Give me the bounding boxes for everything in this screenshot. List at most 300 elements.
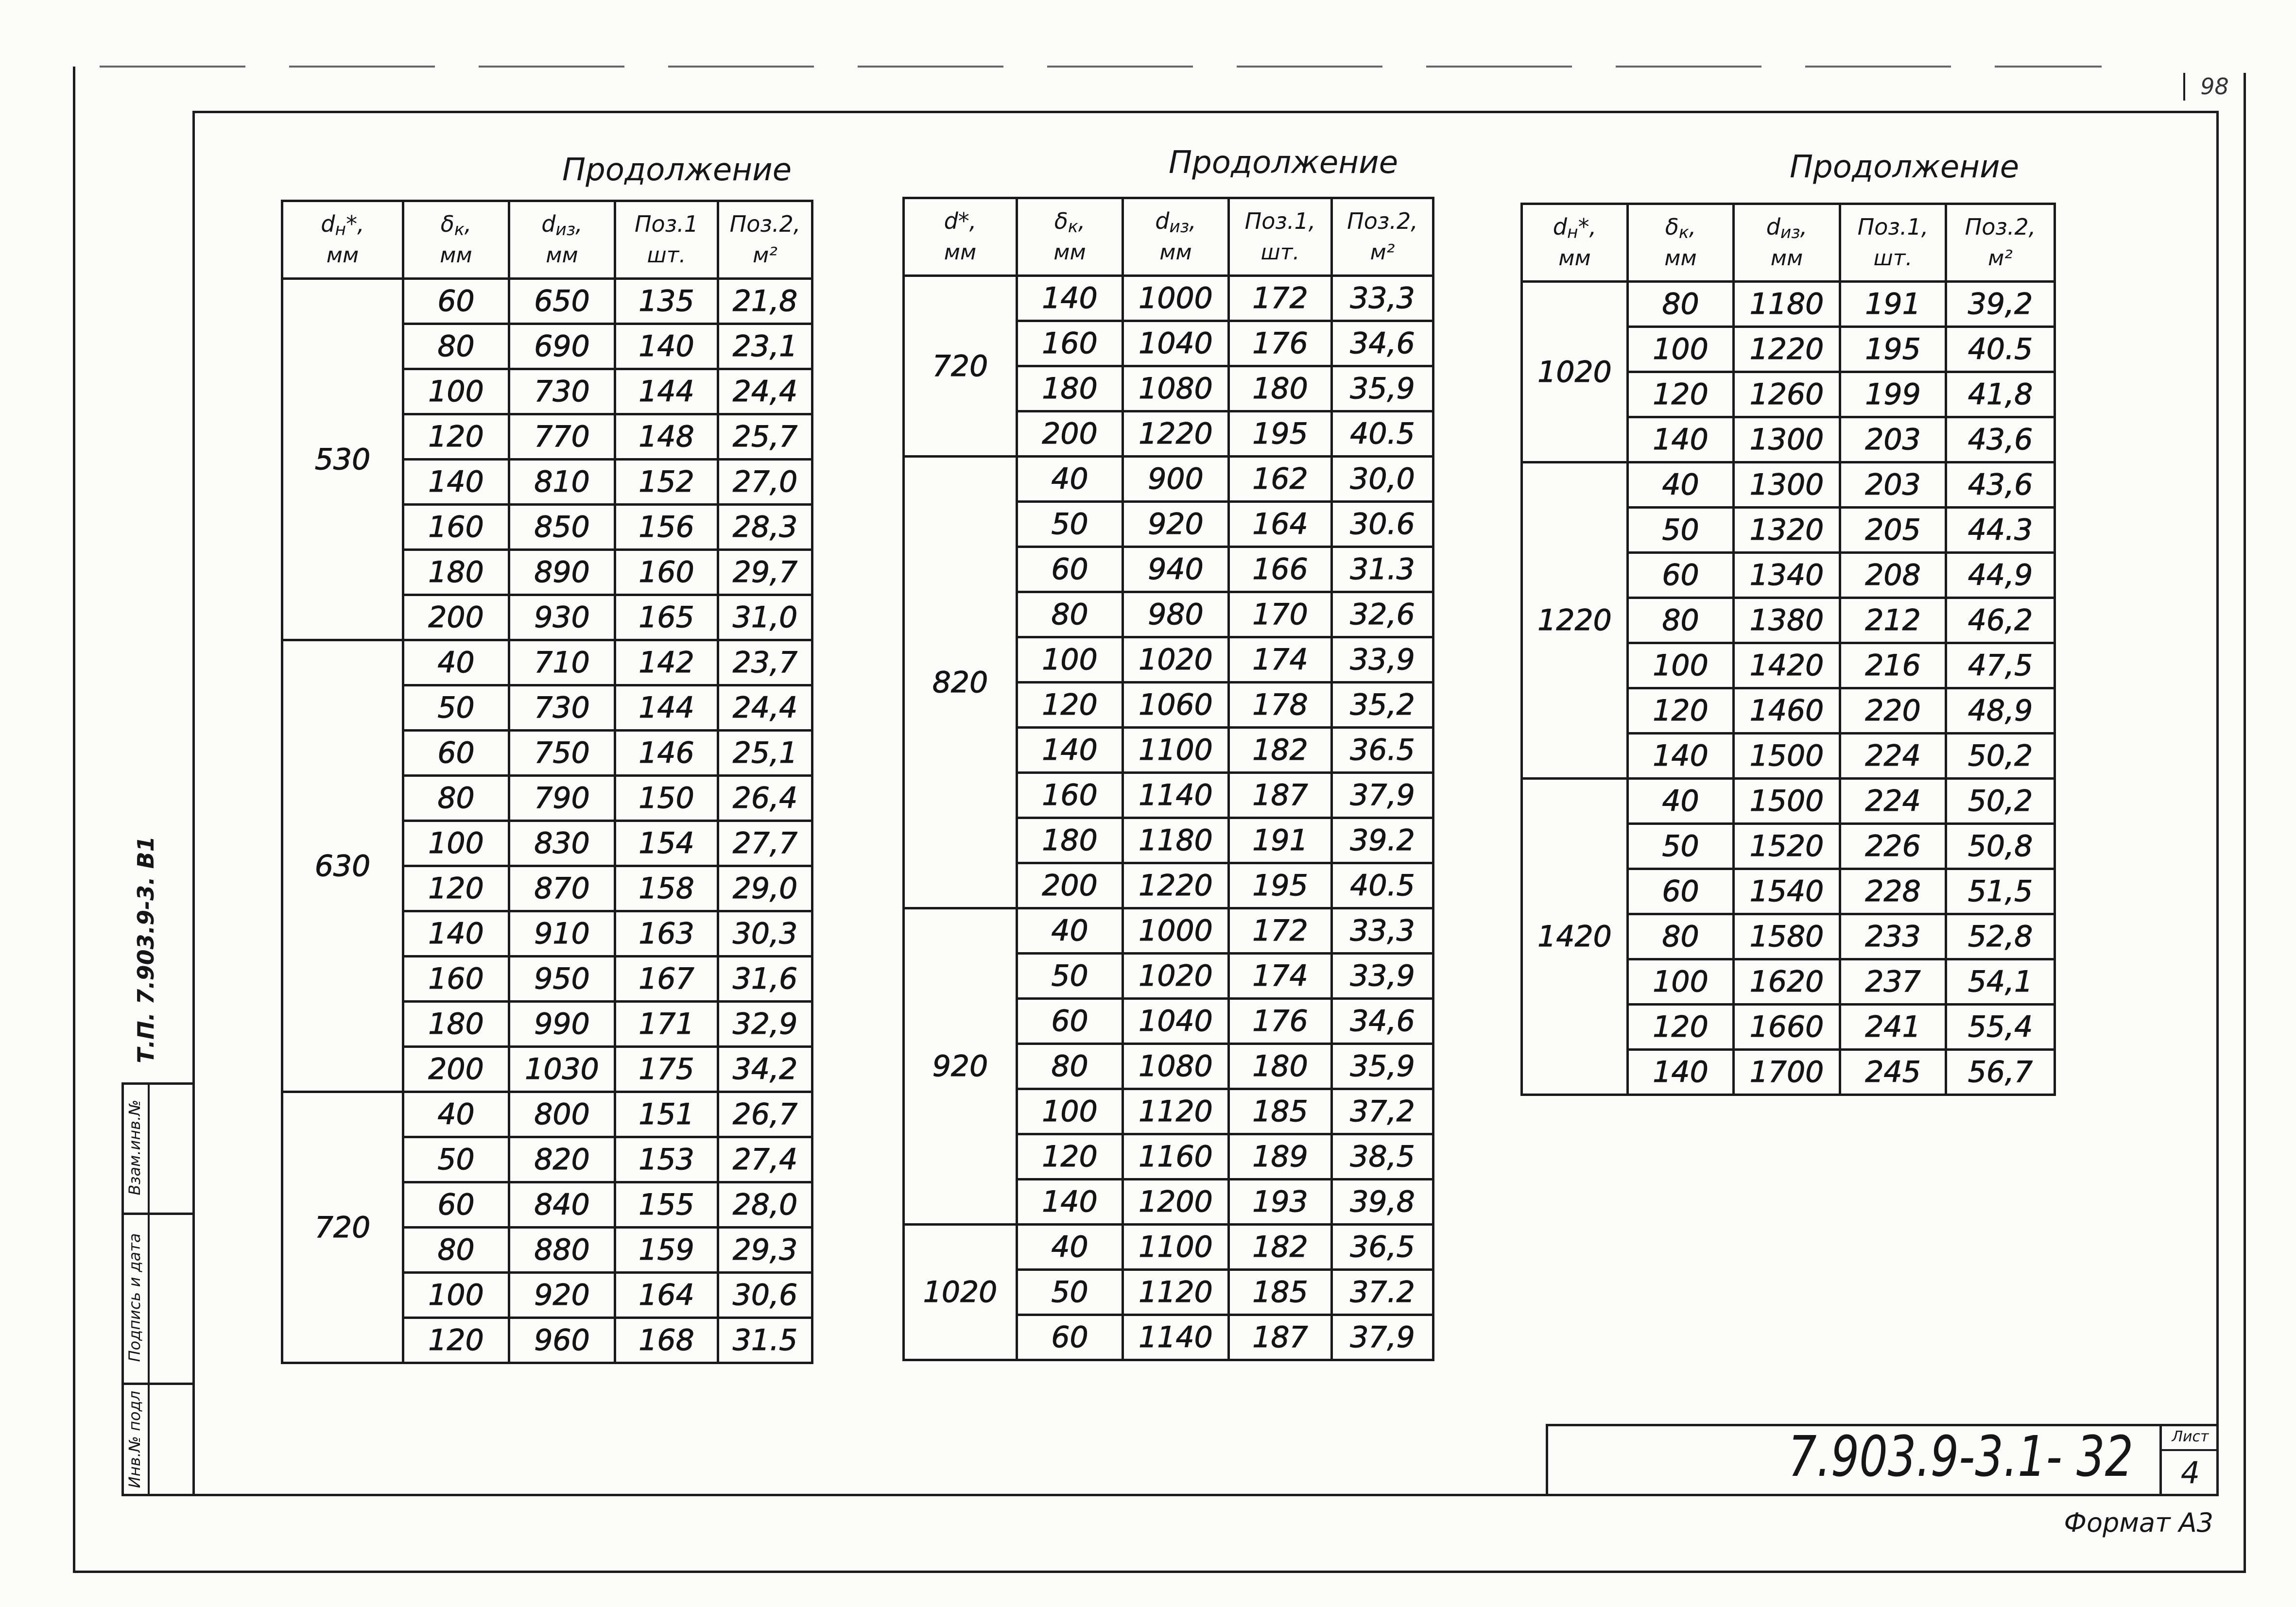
- header-row: [904, 198, 1433, 276]
- wall-thickness-cell: 50: [1017, 954, 1123, 999]
- insulation-diameter-cell: 940: [1123, 547, 1229, 592]
- pos2-area-cell: 29,7: [718, 550, 812, 595]
- header-symbol: Поз.1,: [1857, 213, 1929, 240]
- pos2-area-cell: 26,4: [718, 776, 812, 821]
- page-number-tick: [2183, 73, 2185, 101]
- insulation-diameter-cell: 870: [509, 866, 615, 911]
- insulation-diameter-cell: 1220: [1123, 863, 1229, 908]
- table-row: [282, 279, 812, 324]
- insulation-diameter-cell: 930: [509, 595, 615, 640]
- insulation-diameter-cell: 1040: [1123, 999, 1229, 1044]
- outer-frame-top-line: [100, 66, 2102, 68]
- table-2-caption: Продолжение: [1169, 145, 1398, 181]
- pos2-area-cell: 37,2: [1332, 1089, 1433, 1134]
- pos1-quantity-cell: 189: [1229, 1134, 1332, 1180]
- insulation-diameter-cell: 960: [509, 1318, 615, 1363]
- pos1-quantity-cell: 195: [1229, 863, 1332, 908]
- table-header: [1522, 204, 2055, 282]
- header-subscript: к: [454, 220, 465, 239]
- pos1-quantity-cell: 156: [615, 505, 718, 550]
- header-unit: шт.: [1260, 240, 1300, 265]
- pos1-quantity-cell: 163: [615, 911, 718, 957]
- header-symbol-line: [616, 211, 717, 243]
- header-symbol: d: [944, 207, 958, 234]
- wall-thickness-cell: 200: [1017, 863, 1123, 908]
- wall-thickness-cell: 60: [403, 731, 509, 776]
- wall-thickness-cell: 100: [1628, 327, 1734, 372]
- pos2-area-cell: 23,7: [718, 640, 812, 685]
- outer-diameter-cell: 1020: [1522, 282, 1628, 462]
- pos2-area-cell: 35,2: [1332, 683, 1433, 728]
- header-suffix: *,: [346, 210, 364, 237]
- pos1-quantity-cell: 212: [1840, 598, 1946, 643]
- pos2-area-cell: 21,8: [718, 279, 812, 324]
- outer-diameter-cell: 1220: [1522, 462, 1628, 779]
- wall-thickness-cell: 40: [403, 1092, 509, 1137]
- pos2-area-cell: 26,7: [718, 1092, 812, 1137]
- pos2-area-cell: 37,9: [1332, 773, 1433, 818]
- header-unit: мм: [944, 240, 977, 265]
- insulation-diameter-cell: 1300: [1734, 417, 1840, 462]
- pos1-quantity-cell: 208: [1840, 553, 1946, 598]
- pos2-area-cell: 40.5: [1332, 411, 1433, 457]
- sheet-box-divider: [2162, 1449, 2219, 1451]
- header-row: [282, 201, 812, 279]
- pos2-area-cell: 44.3: [1946, 508, 2055, 553]
- wall-thickness-cell: 140: [1628, 417, 1734, 462]
- insulation-diameter-cell: 840: [509, 1182, 615, 1228]
- pos1-quantity-cell: 162: [1229, 457, 1332, 502]
- wall-thickness-cell: 80: [1628, 282, 1734, 327]
- insulation-table-1: [281, 200, 813, 1364]
- original-inv-label: Инв.№ подл: [125, 1390, 144, 1488]
- pos1-quantity-cell: 144: [615, 369, 718, 414]
- header-suffix: ,: [1189, 207, 1196, 234]
- wall-thickness-cell: 120: [1017, 683, 1123, 728]
- wall-thickness-cell: 160: [1017, 321, 1123, 366]
- header-symbol: d: [541, 210, 556, 237]
- header-suffix: *,: [958, 207, 977, 234]
- signature-date-label: Подпись и дата: [125, 1233, 144, 1362]
- wall-thickness-cell: 160: [403, 957, 509, 1002]
- insulation-diameter-cell: 1080: [1123, 366, 1229, 411]
- pos1-quantity-cell: 167: [615, 957, 718, 1002]
- wall-thickness-cell: 80: [1017, 592, 1123, 637]
- wall-thickness-cell: 60: [403, 279, 509, 324]
- wall-thickness-cell: 100: [1017, 1089, 1123, 1134]
- pos1-quantity-cell: 166: [1229, 547, 1332, 592]
- wall-thickness-cell: 100: [403, 369, 509, 414]
- pos2-area-cell: 27,4: [718, 1137, 812, 1182]
- outer-diameter-cell: 720: [282, 1092, 403, 1363]
- pos1-quantity-cell: 144: [615, 685, 718, 731]
- header-symbol: Поз.1,: [1244, 207, 1316, 234]
- table-row: [904, 908, 1433, 954]
- pos1-quantity-cell: 151: [615, 1092, 718, 1137]
- pos2-area-cell: 25,1: [718, 731, 812, 776]
- wall-thickness-cell: 120: [1628, 688, 1734, 734]
- insulation-diameter-cell: 900: [1123, 457, 1229, 502]
- insulation-diameter-cell: 1000: [1123, 276, 1229, 321]
- insulation-diameter-cell: 1300: [1734, 462, 1840, 508]
- insulation-diameter-cell: 1380: [1734, 598, 1840, 643]
- header-unit: мм: [1664, 246, 1697, 271]
- wall-thickness-cell: 180: [403, 550, 509, 595]
- header-symbol: d: [321, 210, 335, 237]
- wall-thickness-cell: 180: [1017, 366, 1123, 411]
- insulation-diameter-cell: 1580: [1734, 914, 1840, 959]
- pos2-area-cell: 30.6: [1332, 502, 1433, 547]
- pos1-quantity-cell: 245: [1840, 1050, 1946, 1095]
- wall-thickness-cell: 40: [1017, 1225, 1123, 1270]
- pos1-quantity-cell: 153: [615, 1137, 718, 1182]
- pos1-quantity-cell: 160: [615, 550, 718, 595]
- pos1-quantity-cell: 237: [1840, 959, 1946, 1005]
- header-symbol-line: [510, 211, 614, 243]
- header-unit: мм: [1558, 246, 1591, 271]
- insulation-diameter-cell: 1520: [1734, 824, 1840, 869]
- wall-thickness-cell: 50: [1628, 824, 1734, 869]
- insulation-diameter-cell: 1160: [1123, 1134, 1229, 1180]
- table-3-caption: Продолжение: [1790, 149, 2020, 185]
- header-symbol: d: [1766, 213, 1780, 240]
- wall-thickness-cell: 60: [1017, 1315, 1123, 1360]
- header-symbol-line: [1018, 208, 1122, 240]
- header-suffix: ,: [1800, 213, 1808, 240]
- pos2-area-cell: 28,0: [718, 1182, 812, 1228]
- pos1-quantity-cell: 224: [1840, 779, 1946, 824]
- insulation-diameter-cell: 770: [509, 414, 615, 460]
- insulation-diameter-cell: 950: [509, 957, 615, 1002]
- wall-thickness-cell: 180: [1017, 818, 1123, 863]
- header-symbol-line: [1947, 214, 2054, 246]
- table-body: [904, 276, 1433, 1360]
- wall-thickness-cell: 160: [1017, 773, 1123, 818]
- header-wall-thickness: [1017, 198, 1123, 276]
- insulation-diameter-cell: 1180: [1734, 282, 1840, 327]
- pos1-quantity-cell: 220: [1840, 688, 1946, 734]
- wall-thickness-cell: 120: [1628, 372, 1734, 417]
- wall-thickness-cell: 120: [403, 866, 509, 911]
- outer-frame-left-line: [73, 67, 75, 1573]
- pos2-area-cell: 56,7: [1946, 1050, 2055, 1095]
- pos1-quantity-cell: 174: [1229, 954, 1332, 999]
- wall-thickness-cell: 50: [1017, 1270, 1123, 1315]
- insulation-diameter-cell: 1000: [1123, 908, 1229, 954]
- pos2-area-cell: 31,0: [718, 595, 812, 640]
- pos1-quantity-cell: 171: [615, 1002, 718, 1047]
- pos1-quantity-cell: 142: [615, 640, 718, 685]
- pos1-quantity-cell: 180: [1229, 366, 1332, 411]
- wall-thickness-cell: 200: [1017, 411, 1123, 457]
- pos1-quantity-cell: 135: [615, 279, 718, 324]
- header-unit: шт.: [1873, 246, 1913, 271]
- header-outer-diameter: [904, 198, 1017, 276]
- wall-thickness-cell: 80: [1628, 598, 1734, 643]
- header-pos2-area: [1946, 204, 2055, 282]
- pos1-quantity-cell: 216: [1840, 643, 1946, 688]
- table-header: [904, 198, 1433, 276]
- header-symbol-line: [905, 208, 1016, 240]
- pos2-area-cell: 43,6: [1946, 462, 2055, 508]
- pos2-area-cell: 39,8: [1332, 1180, 1433, 1225]
- insulation-diameter-cell: 1700: [1734, 1050, 1840, 1095]
- header-symbol-line: [283, 211, 402, 243]
- pos1-quantity-cell: 203: [1840, 462, 1946, 508]
- pos2-area-cell: 54,1: [1946, 959, 2055, 1005]
- pos1-quantity-cell: 228: [1840, 869, 1946, 914]
- pos2-area-cell: 33,3: [1332, 908, 1433, 954]
- pos1-quantity-cell: 159: [615, 1228, 718, 1273]
- wall-thickness-cell: 80: [403, 776, 509, 821]
- pos2-area-cell: 48,9: [1946, 688, 2055, 734]
- wall-thickness-cell: 60: [1017, 999, 1123, 1044]
- pos1-quantity-cell: 140: [615, 324, 718, 369]
- outer-frame-bottom-line: [73, 1571, 2246, 1573]
- header-subscript: н: [335, 220, 346, 239]
- insulation-diameter-cell: 1120: [1123, 1270, 1229, 1315]
- header-suffix: ,: [1078, 207, 1086, 234]
- wall-thickness-cell: 100: [403, 821, 509, 866]
- insulation-diameter-cell: 1020: [1123, 637, 1229, 683]
- header-suffix: ,: [575, 210, 583, 237]
- pos2-area-cell: 52,8: [1946, 914, 2055, 959]
- table-1-caption: Продолжение: [562, 152, 792, 188]
- pos1-quantity-cell: 164: [1229, 502, 1332, 547]
- wall-thickness-cell: 60: [1017, 547, 1123, 592]
- wall-thickness-cell: 80: [403, 324, 509, 369]
- insulation-diameter-cell: 730: [509, 685, 615, 731]
- pos1-quantity-cell: 155: [615, 1182, 718, 1228]
- insulation-diameter-cell: 920: [1123, 502, 1229, 547]
- pos2-area-cell: 39.2: [1332, 818, 1433, 863]
- pos1-quantity-cell: 178: [1229, 683, 1332, 728]
- header-symbol-line: [1333, 208, 1432, 240]
- header-symbol-line: [1841, 214, 1945, 246]
- header-symbol: δ: [1665, 213, 1679, 240]
- pos1-quantity-cell: 150: [615, 776, 718, 821]
- pos1-quantity-cell: 185: [1229, 1270, 1332, 1315]
- outer-diameter-cell: 1420: [1522, 779, 1628, 1095]
- header-pos1-quantity: [615, 201, 718, 279]
- insulation-diameter-cell: 1500: [1734, 734, 1840, 779]
- insulation-diameter-cell: 1030: [509, 1047, 615, 1092]
- pos2-area-cell: 28,3: [718, 505, 812, 550]
- header-unit: шт.: [647, 243, 686, 268]
- header-unit: мм: [1159, 240, 1192, 265]
- header-subscript: к: [1068, 217, 1078, 237]
- insulation-diameter-cell: 1060: [1123, 683, 1229, 728]
- pos2-area-cell: 43,6: [1946, 417, 2055, 462]
- insulation-diameter-cell: 910: [509, 911, 615, 957]
- pos1-quantity-cell: 185: [1229, 1089, 1332, 1134]
- pos2-area-cell: 36,5: [1332, 1225, 1433, 1270]
- pos2-area-cell: 31.5: [718, 1318, 812, 1363]
- pos1-quantity-cell: 180: [1229, 1044, 1332, 1089]
- pos1-quantity-cell: 226: [1840, 824, 1946, 869]
- insulation-diameter-cell: 750: [509, 731, 615, 776]
- pos2-area-cell: 37.2: [1332, 1270, 1433, 1315]
- header-insulation-diameter: [509, 201, 615, 279]
- outer-diameter-cell: 920: [904, 908, 1017, 1225]
- pos2-area-cell: 50,2: [1946, 734, 2055, 779]
- pos2-area-cell: 31,6: [718, 957, 812, 1002]
- insulation-diameter-cell: 1140: [1123, 773, 1229, 818]
- insulation-diameter-cell: 990: [509, 1002, 615, 1047]
- pos2-area-cell: 39,2: [1946, 282, 2055, 327]
- pos2-area-cell: 32,9: [718, 1002, 812, 1047]
- wall-thickness-cell: 180: [403, 1002, 509, 1047]
- stamp-row-divider: [124, 1383, 192, 1385]
- pos2-area-cell: 51,5: [1946, 869, 2055, 914]
- insulation-diameter-cell: 710: [509, 640, 615, 685]
- pos1-quantity-cell: 195: [1840, 327, 1946, 372]
- insulation-diameter-cell: 1080: [1123, 1044, 1229, 1089]
- insulation-diameter-cell: 980: [1123, 592, 1229, 637]
- pos1-quantity-cell: 148: [615, 414, 718, 460]
- pos2-area-cell: 50,8: [1946, 824, 2055, 869]
- header-unit: мм: [546, 243, 578, 268]
- header-subscript: из: [555, 220, 576, 239]
- insulation-diameter-cell: 1340: [1734, 553, 1840, 598]
- header-pos2-area: [1332, 198, 1433, 276]
- pos2-area-cell: 38,5: [1332, 1134, 1433, 1180]
- header-subscript: к: [1678, 222, 1689, 242]
- wall-thickness-cell: 50: [403, 685, 509, 731]
- pos2-area-cell: 34,6: [1332, 321, 1433, 366]
- pos2-area-cell: 29,0: [718, 866, 812, 911]
- pos2-area-cell: 29,3: [718, 1228, 812, 1273]
- wall-thickness-cell: 60: [403, 1182, 509, 1228]
- header-unit: м²: [1988, 246, 2013, 271]
- pos2-area-cell: 34,2: [718, 1047, 812, 1092]
- header-unit: мм: [1770, 246, 1803, 271]
- document-code: 7.903.9-3.1- 32: [1788, 1424, 2134, 1489]
- pos1-quantity-cell: 182: [1229, 728, 1332, 773]
- table-body: [282, 279, 812, 1363]
- pos1-quantity-cell: 241: [1840, 1005, 1946, 1050]
- insulation-diameter-cell: 730: [509, 369, 615, 414]
- pos2-area-cell: 47,5: [1946, 643, 2055, 688]
- pos2-area-cell: 30,6: [718, 1273, 812, 1318]
- pos2-area-cell: 35,9: [1332, 366, 1433, 411]
- insulation-diameter-cell: 1660: [1734, 1005, 1840, 1050]
- pos2-area-cell: 46,2: [1946, 598, 2055, 643]
- table-row: [1522, 282, 2055, 327]
- pos2-area-cell: 24,4: [718, 685, 812, 731]
- pos2-area-cell: 44,9: [1946, 553, 2055, 598]
- pos2-area-cell: 37,9: [1332, 1315, 1433, 1360]
- wall-thickness-cell: 60: [1628, 869, 1734, 914]
- pos1-quantity-cell: 187: [1229, 773, 1332, 818]
- insulation-diameter-cell: 650: [509, 279, 615, 324]
- header-insulation-diameter: [1123, 198, 1229, 276]
- wall-thickness-cell: 140: [1017, 1180, 1123, 1225]
- sheet-label: Лист: [2172, 1428, 2209, 1445]
- header-subscript: из: [1169, 217, 1190, 237]
- pos1-quantity-cell: 164: [615, 1273, 718, 1318]
- insulation-diameter-cell: 1120: [1123, 1089, 1229, 1134]
- wall-thickness-cell: 120: [1017, 1134, 1123, 1180]
- pos1-quantity-cell: 154: [615, 821, 718, 866]
- stamp-column-divider: [148, 1085, 150, 1494]
- wall-thickness-cell: 40: [1017, 908, 1123, 954]
- pos1-quantity-cell: 195: [1229, 411, 1332, 457]
- pos1-quantity-cell: 172: [1229, 908, 1332, 954]
- pos2-area-cell: 41,8: [1946, 372, 2055, 417]
- pos2-area-cell: 30,0: [1332, 457, 1433, 502]
- pos1-quantity-cell: 176: [1229, 999, 1332, 1044]
- header-row: [1522, 204, 2055, 282]
- header-subscript: из: [1780, 222, 1800, 242]
- wall-thickness-cell: 140: [403, 460, 509, 505]
- header-symbol: d: [1553, 213, 1567, 240]
- header-suffix: ,: [464, 210, 472, 237]
- pos1-quantity-cell: 233: [1840, 914, 1946, 959]
- wall-thickness-cell: 140: [1017, 728, 1123, 773]
- header-unit: м²: [753, 243, 777, 268]
- header-symbol-line: [1230, 208, 1330, 240]
- table-row: [282, 1092, 812, 1137]
- pos1-quantity-cell: 174: [1229, 637, 1332, 683]
- insulation-diameter-cell: 690: [509, 324, 615, 369]
- pos2-area-cell: 25,7: [718, 414, 812, 460]
- header-unit: мм: [1053, 240, 1086, 265]
- header-wall-thickness: [403, 201, 509, 279]
- insulation-diameter-cell: 1620: [1734, 959, 1840, 1005]
- header-suffix: *,: [1578, 213, 1597, 240]
- pos1-quantity-cell: 187: [1229, 1315, 1332, 1360]
- header-wall-thickness: [1628, 204, 1734, 282]
- wall-thickness-cell: 140: [403, 911, 509, 957]
- header-suffix: ,: [1689, 213, 1696, 240]
- insulation-diameter-cell: 890: [509, 550, 615, 595]
- wall-thickness-cell: 160: [403, 505, 509, 550]
- insulation-diameter-cell: 1500: [1734, 779, 1840, 824]
- header-symbol-line: [1629, 214, 1732, 246]
- pos1-quantity-cell: 191: [1229, 818, 1332, 863]
- insulation-diameter-cell: 790: [509, 776, 615, 821]
- pos2-area-cell: 55,4: [1946, 1005, 2055, 1050]
- outer-diameter-cell: 630: [282, 640, 403, 1092]
- header-symbol-line: [404, 211, 508, 243]
- table-row: [904, 1225, 1433, 1270]
- insulation-diameter-cell: 1220: [1123, 411, 1229, 457]
- header-symbol: Поз.1: [634, 210, 699, 237]
- table-row: [904, 457, 1433, 502]
- pos1-quantity-cell: 172: [1229, 276, 1332, 321]
- pos1-quantity-cell: 224: [1840, 734, 1946, 779]
- header-symbol: Поз.2,: [1965, 213, 2036, 240]
- header-symbol-line: [1523, 214, 1626, 246]
- insulation-diameter-cell: 800: [509, 1092, 615, 1137]
- pos1-quantity-cell: 182: [1229, 1225, 1332, 1270]
- pos2-area-cell: 27,7: [718, 821, 812, 866]
- pos1-quantity-cell: 170: [1229, 592, 1332, 637]
- header-symbol-line: [719, 211, 811, 243]
- wall-thickness-cell: 100: [1017, 637, 1123, 683]
- insulation-diameter-cell: 830: [509, 821, 615, 866]
- header-symbol-line: [1124, 208, 1227, 240]
- header-unit: мм: [326, 243, 359, 268]
- pos2-area-cell: 34,6: [1332, 999, 1433, 1044]
- insulation-diameter-cell: 1040: [1123, 321, 1229, 366]
- pos1-quantity-cell: 158: [615, 866, 718, 911]
- pos1-quantity-cell: 193: [1229, 1180, 1332, 1225]
- header-outer-diameter: [1522, 204, 1628, 282]
- insulation-diameter-cell: 880: [509, 1228, 615, 1273]
- wall-thickness-cell: 50: [1017, 502, 1123, 547]
